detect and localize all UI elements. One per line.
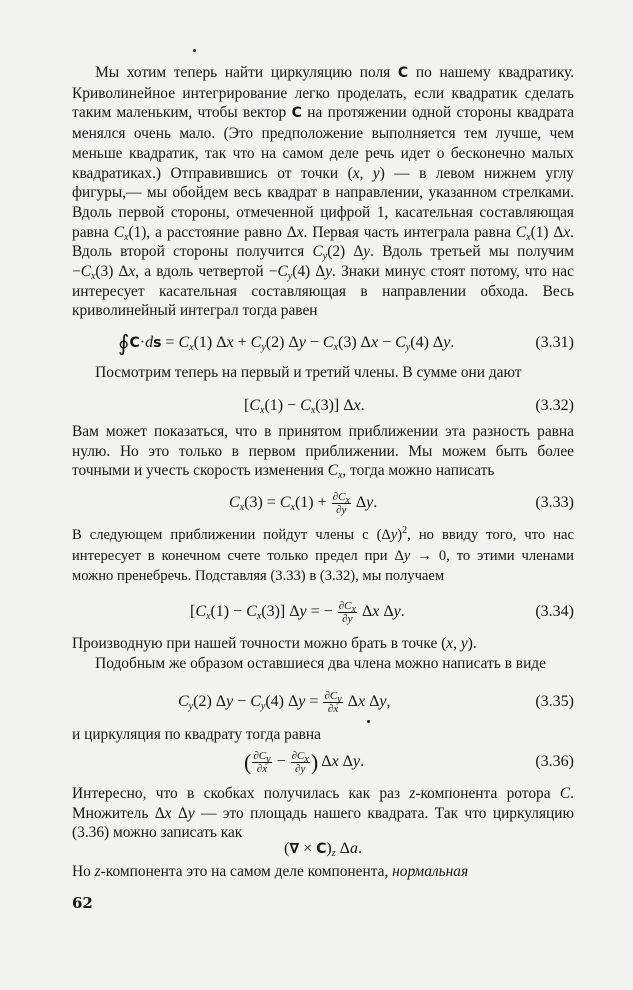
equation-3-31	[72, 331, 574, 355]
eq335-formula: $C_y(2) \Delta y - C_y(4) \Delta y$ = $\frac{\partial C_y}{\partial x}$ Δx Δy,	[178, 690, 391, 715]
eq333-number: (3.33)	[535, 494, 574, 511]
p2-text: Посмотрим теперь на первый и третий члены. В сумме они дают	[95, 364, 522, 381]
equation-3-36	[72, 750, 574, 774]
eq334-number: (3.34)	[535, 603, 574, 620]
p7-text: и циркуляция по квадрату тогда равна	[72, 726, 321, 743]
equation-3-34	[72, 600, 574, 624]
p1-line: Мы хотим теперь найти циркуляцию поля C по нашему квадратику. Криволинейное интегрирование легко проделать, если квадратик сделать таким маленьким, чтобы вектор C на протяжении одной стороны квадрата менялся очень мало. (Это предположение выполняется тем лучше, чем меньше квадратик, так что на самом деле речь идет о бесконечно малых квадратиках.) Отправившись от точки (x, y) — в левом нижнем углу фигуры,— мы обойдем весь квадрат в направлении, указанном стрелками. Вдоль первой стороны, отмеченной цифрой 1, касательная составляющая равна $C_x(1)$, а расстояние равно Δx. Первая часть интеграла равна $C_x(1)$ Δx. Вдоль второй стороны получится $C_y(2)$ Δy. Вдоль третьей мы получим $-C_x(3)$ Δx, а вдоль четвертой $-C_y(4)$ Δy. Знаки минус стоят потому, что нас интересует касательная составляющая в направлении обхода. Весь криволинейный интеграл тогда равен	[72, 64, 574, 320]
paragraph-5	[72, 634, 574, 654]
p6-text: Подобным же образом оставшиеся два члена можно написать в виде	[95, 655, 546, 672]
paragraph-6	[72, 654, 574, 674]
paragraph-3	[72, 422, 574, 481]
eq331-number: (3.31)	[535, 334, 574, 351]
paragraph-1	[72, 63, 574, 321]
eq336-number: (3.36)	[535, 753, 574, 770]
equation-3-35	[72, 690, 574, 714]
p3-line: Вам может показаться, что в принятом приближении эта разность равна нулю. Но это только в первом приближении. Мы можем быть более точными и учесть скорость изменения $C_x$, тогда можно написать	[72, 423, 574, 482]
eq334-formula: $[C_x(1) - C_x(3)] \Delta y$ = − $\frac{\partial C_x}{\partial y}$ Δx Δy.	[190, 600, 405, 625]
eq-last-formula: (∇ × $C)_z$ Δa.	[284, 840, 362, 859]
paragraph-7	[72, 725, 574, 745]
paragraph-4	[72, 525, 574, 587]
eq331-formula: ∮C·ds = $C_x(1) \Delta x + C_y(2) \Delta y - C_x(3) \Delta x - C_y(4)$ Δy.	[118, 330, 455, 356]
eq332-number: (3.32)	[535, 397, 574, 414]
paragraph-2	[72, 363, 574, 383]
equation-3-32	[72, 394, 574, 418]
p8-line: Интересно, что в скобках получилась как раз z-компонента ротора C. Множитель Δx Δy — это площадь нашего квадрата. Так что циркуляцию (3.36) можно записать как	[72, 785, 575, 842]
eq336-formula: ( $\frac{\partial C_y}{\partial x}$ − $\frac{\partial C_x}{\partial y}$ ) Δx Δy.	[244, 749, 365, 775]
eq335-number: (3.35)	[535, 693, 574, 710]
equation-3-33	[72, 491, 574, 515]
paragraph-8	[72, 784, 574, 843]
speck	[193, 49, 196, 52]
equation-curl	[72, 837, 574, 861]
eq333-formula: $C_x(3) = C_x(1)$ + $\frac{\partial C_x}{\partial y}$ Δy.	[229, 491, 378, 516]
p5-line: Производную при нашей точности можно брать в точке (x, y).	[72, 635, 477, 652]
page-number: 62	[72, 894, 93, 912]
p4-line: В следующем приближении пойдут члены с $(\Delta y)^2$, но ввиду того, что нас интересует в конечном счете только предел при Δy → 0, то этими членами можно пренебречь. Подставляя (3.33) в (3.32), мы получаем	[72, 525, 574, 585]
p9-line: Но z-компонента это на самом деле компонента, нормальная	[72, 863, 469, 880]
eq332-formula: $[C_x(1) - C_x(3)]$ Δx.	[244, 397, 365, 416]
speck	[367, 720, 370, 723]
paragraph-9	[72, 862, 574, 882]
